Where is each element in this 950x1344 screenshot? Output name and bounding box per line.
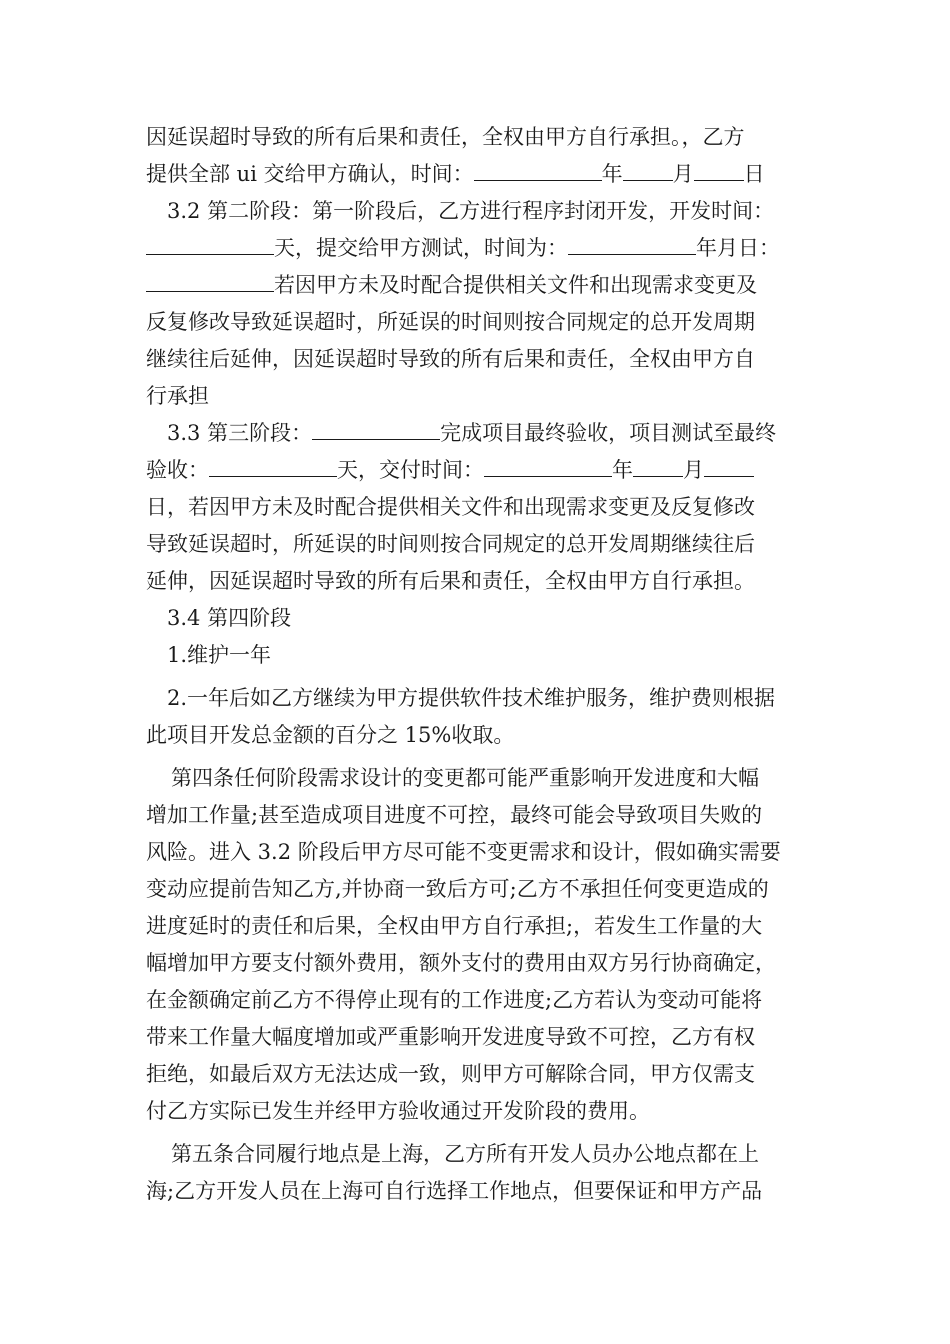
paragraph-stage-3-3 (146, 415, 826, 600)
text-run: 验收： (146, 458, 209, 482)
text-run: 3.3 第三阶段： (167, 421, 313, 445)
text-run: 月 (672, 162, 694, 186)
text-line: 带来工作量大幅度增加或严重影响开发进度导致不可控，乙方有权 (146, 1025, 755, 1049)
text-line: 增加工作量;甚至造成项目进度不可控，最终可能会导致项目失败的 (146, 803, 763, 827)
paragraph-stage-3-2 (146, 193, 826, 415)
text-line: 导致延误超时，所延误的时间则按合同规定的总开发周期继续往后 (146, 532, 755, 556)
blank-field (623, 156, 673, 181)
blank-field (146, 230, 274, 255)
text-line (146, 267, 826, 304)
text-line: 第五条合同履行地点是上海，乙方所有开发人员办公地点都在上 (171, 1142, 759, 1166)
text-line (146, 452, 826, 489)
paragraph-article-4 (146, 760, 826, 1130)
paragraph-stage-3-1-continued (146, 119, 826, 193)
text-line: 海;乙方开发人员在上海可自行选择工作地点，但要保证和甲方产品 (146, 1179, 763, 1203)
section-heading: 3.4 第四阶段 (167, 606, 292, 630)
text-line: 反复修改导致延误超时，所延误的时间则按合同规定的总开发周期 (146, 310, 755, 334)
list-item: 1.维护一年 (167, 643, 272, 667)
text-run: 年 (612, 458, 633, 482)
blank-field (484, 452, 612, 477)
text-line (146, 230, 826, 267)
blank-field (146, 267, 274, 292)
text-run: 年 (601, 162, 623, 186)
text-line: 3.2 第二阶段：第一阶段后，乙方进行程序封闭开发，开发时间： (167, 199, 775, 223)
text-line: 延伸，因延误超时导致的所有后果和责任，全权由甲方自行承担。 (146, 569, 755, 593)
paragraph-article-5 (146, 1136, 826, 1210)
text-line (146, 156, 826, 193)
text-run: 天，提交给甲方测试，时间为： (274, 236, 568, 260)
text-line: 因延误超时导致的所有后果和责任，全权由甲方自行承担。，乙方 (146, 125, 745, 149)
paragraph-stage-3-4 (146, 600, 826, 637)
text-run: 日 (743, 162, 765, 186)
document-body (146, 119, 826, 1210)
text-line: 付乙方实际已发生并经甲方验收通过开发阶段的费用。 (146, 1099, 650, 1123)
blank-field (474, 156, 602, 181)
paragraph-item-1 (146, 637, 826, 674)
text-line: 变动应提前告知乙方,并协商一致后方可;乙方不承担任何变更造成的 (146, 877, 769, 901)
text-run: 天，交付时间： (337, 458, 484, 482)
text-line: 拒绝，如最后双方无法达成一致，则甲方可解除合同，甲方仅需支 (146, 1062, 755, 1086)
text-line: 行承担 (146, 384, 209, 408)
text-run: 月 (683, 458, 704, 482)
paragraph-item-2 (146, 680, 826, 754)
list-item: 2.一年后如乙方继续为甲方提供软件技术维护服务，维护费则根据 (167, 686, 776, 710)
text-line: 进度延时的责任和后果，全权由甲方自行承担;，若发生工作量的大 (146, 914, 763, 938)
text-line: 日，若因甲方未及时配合提供相关文件和出现需求变更及反复修改 (146, 495, 755, 519)
text-run: 完成项目最终验收，项目测试至最终 (440, 421, 777, 445)
text-line: 风险。进入 3.2 阶段后甲方尽可能不变更需求和设计，假如确实需要 (146, 840, 781, 864)
text-line (146, 415, 826, 452)
text-line: 继续往后延伸，因延误超时导致的所有后果和责任，全权由甲方自 (146, 347, 755, 371)
text-line: 幅增加甲方要支付额外费用，额外支付的费用由双方另行协商确定， (146, 951, 776, 975)
blank-field (704, 452, 754, 477)
blank-field (312, 415, 440, 440)
text-run: 若因甲方未及时配合提供相关文件和出现需求变更及 (274, 273, 757, 297)
text-run: 提供全部 ui 交给甲方确认，时间： (146, 162, 474, 186)
blank-field (633, 452, 683, 477)
blank-field (209, 452, 337, 477)
blank-field (568, 230, 696, 255)
text-line: 第四条任何阶段需求设计的变更都可能严重影响开发进度和大幅 (171, 766, 759, 790)
text-line: 在金额确定前乙方不得停止现有的工作进度;乙方若认为变动可能将 (146, 988, 763, 1012)
text-line: 此项目开发总金额的百分之 15%收取。 (146, 723, 515, 747)
text-run: 年月日： (696, 236, 780, 260)
blank-field (694, 156, 744, 181)
